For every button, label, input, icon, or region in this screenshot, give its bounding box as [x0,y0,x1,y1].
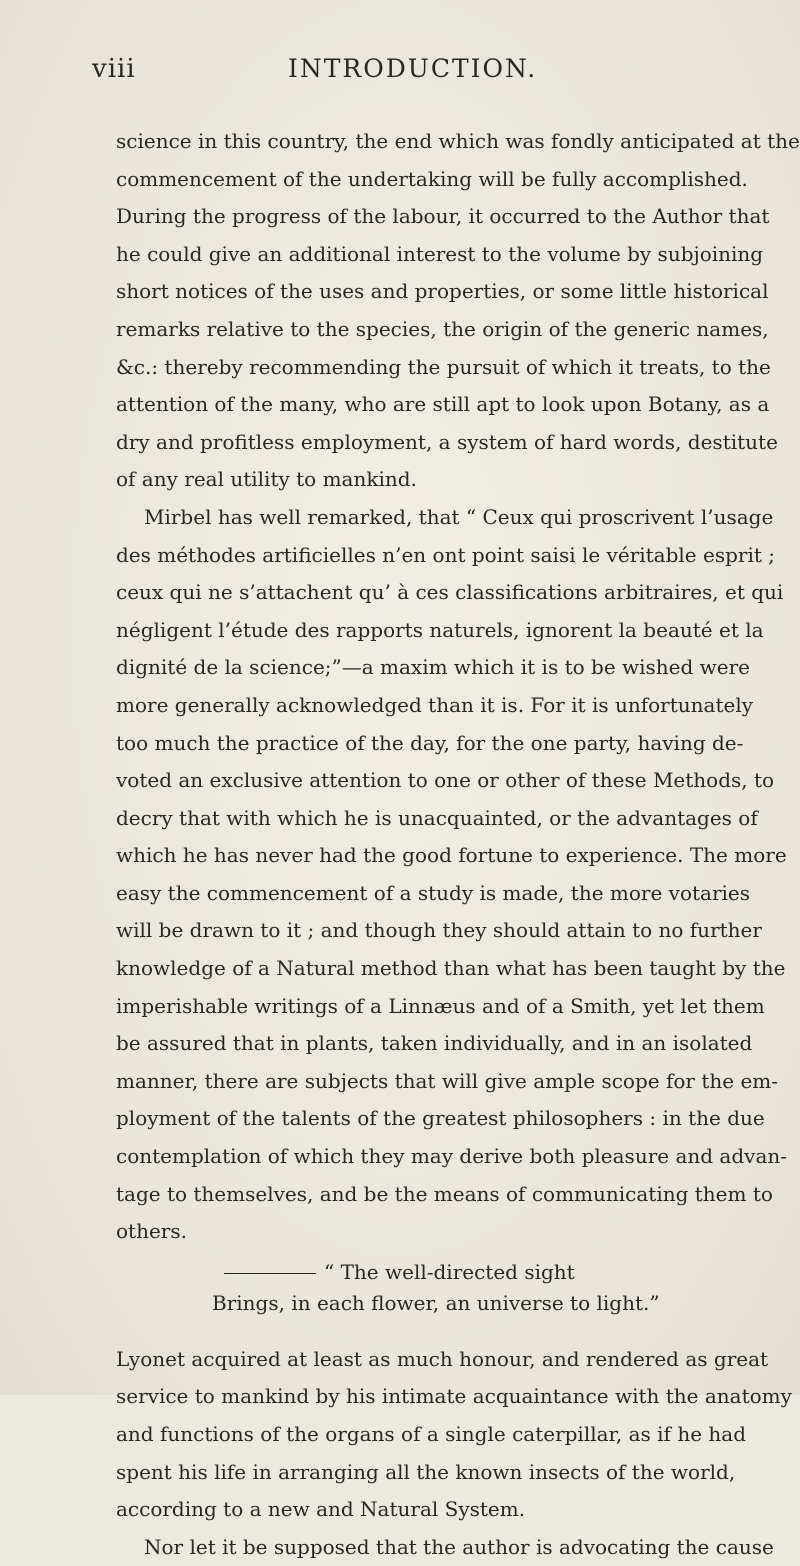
text-line: which he has never had the good fortune to experience. The more [116,843,787,868]
text-line: decry that with which he is unacquainted, or the advantages of [116,805,758,830]
text-line: des méthodes artificielles n’en ont point saisi le véritable esprit ; [116,542,775,567]
quotation-rule [224,1273,316,1274]
text-line: spent his life in arranging all the known insects of the world, [116,1459,736,1484]
text-line: science in this country, the end which was fondly anticipated at the [116,129,800,153]
text-line: voted an exclusive attention to one or other of these Methods, to [116,768,775,793]
text-line: tage to themselves, and be the means of communicating them to [116,1181,773,1206]
text-line: more generally acknowledged than it is. For it is unfortunately [116,692,754,717]
text-line: dry and profitless employment, a system of hard words, destitute [116,429,778,454]
paragraph-3 [116,1341,792,1529]
paragraph-2 [116,499,788,1251]
text-line: remarks relative to the species, the origin of the generic names, [116,316,769,341]
text-line: short notices of the uses and properties, or some little historical [116,279,769,304]
text-line: knowledge of a Natural method than what has been taught by the [116,956,786,981]
text-line: too much the practice of the day, for the one party, having de- [116,730,744,755]
verse-quotation [116,1257,710,1327]
text-line: négligent l’étude des rapports naturels, ignorent la beauté et la [116,617,764,642]
text-line: easy the commencement of a study is made, the more votaries [116,880,751,905]
text-line: imperishable writings of a Linnæus and of a Smith, yet let them [116,993,765,1018]
text-line: manner, there are subjects that will give ample scope for the em- [116,1068,779,1093]
paragraph-4 [116,1529,774,1566]
text-line: according to a new and Natural System. [116,1497,526,1522]
text-line: will be drawn to it ; and though they should attain to no further [116,918,762,943]
text-line: Lyonet acquired at least as much honour, and rendered as great [116,1346,769,1371]
text-line: Mirbel has well remarked, that “ Ceux qui proscrivent l’usage [144,504,774,529]
verse-line: Brings, in each flower, an universe to light.” [212,1290,660,1315]
text-line: attention of the many, who are still apt to look upon Botany, as a [116,392,770,417]
text-line: others. [116,1219,187,1244]
text-line: dignité de la science;”—a maxim which it is to be wished were [116,655,751,680]
text-line: commencement of the undertaking will be fully accomplished. [116,166,748,191]
body-text [116,123,800,1566]
paragraph-1 [116,123,800,499]
text-line: During the progress of the labour, it occurred to the Author that [116,204,770,229]
text-line: be assured that in plants, taken individually, and in an isolated [116,1031,753,1056]
text-line: &c.: thereby recommending the pursuit of which it treats, to the [116,354,771,379]
text-line: and functions of the organs of a single caterpillar, as if he had [116,1422,746,1446]
text-line: ployment of the talents of the greatest philosophers : in the due [116,1106,765,1131]
text-line: Nor let it be supposed that the author is advocating the cause [144,1534,774,1559]
text-line: he could give an additional interest to the volume by subjoining [116,241,764,266]
running-head-title: INTRODUCTION. [288,54,538,83]
text-line: of any real utility to mankind. [116,467,417,492]
running-head [92,54,752,94]
verse-line: “ The well-directed sight [324,1259,575,1284]
text-line: service to mankind by his intimate acquaintance with the anatomy [116,1384,792,1409]
text-line: ceux qui ne s’attachent qu’ à ces classifications arbitraires, et qui [116,580,784,605]
text-line: contemplation of which they may derive both pleasure and advan- [116,1144,788,1169]
page-number: viii [92,54,136,84]
